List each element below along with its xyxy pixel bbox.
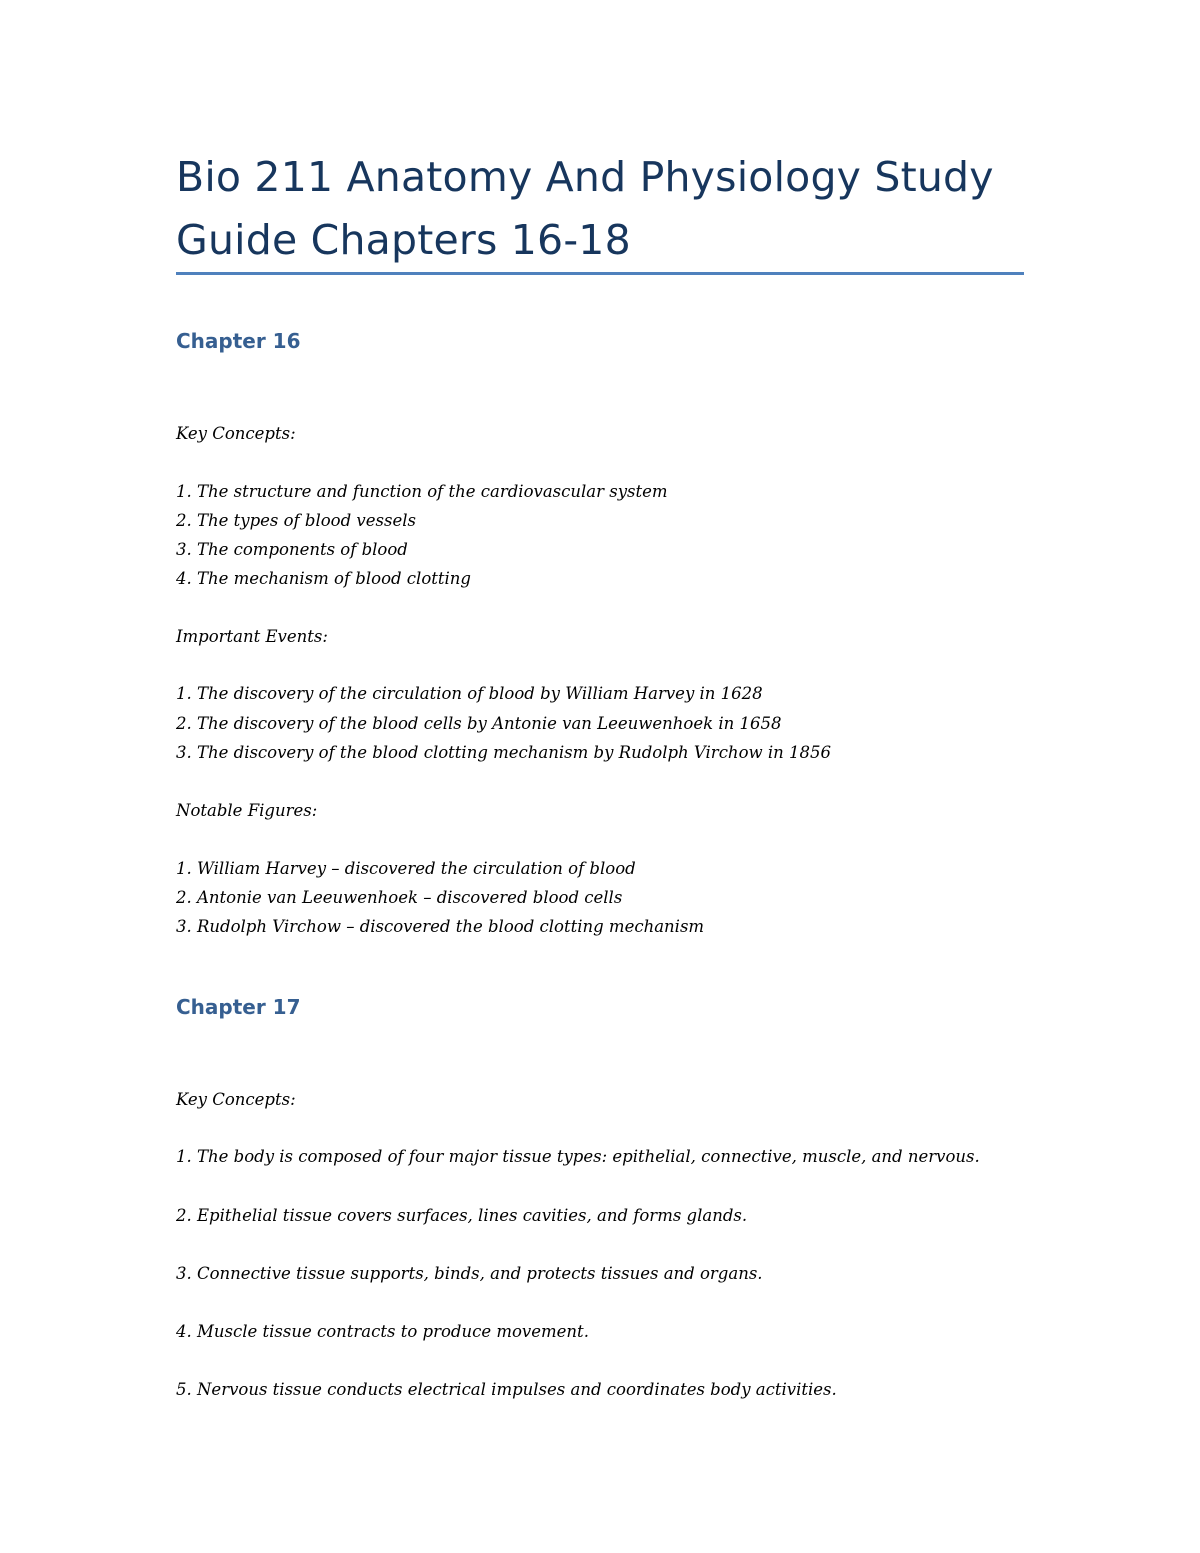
chapter-16-important-event-item: 2. The discovery of the blood cells by Antonie van Leeuwenhoek in 1658: [176, 714, 782, 733]
chapter-16-key-concept-item: 2. The types of blood vessels: [176, 511, 416, 530]
chapter-17-key-concept-item: 3. Connective tissue supports, binds, and protects tissues and organs.: [176, 1264, 763, 1283]
chapter-16-key-concepts-label: Key Concepts:: [176, 424, 296, 443]
chapter-16-notable-figure-item: 3. Rudolph Virchow – discovered the blood clotting mechanism: [176, 917, 705, 936]
chapter-16-key-concept-item: 1. The structure and function of the cardiovascular system: [176, 482, 668, 501]
chapter-17-key-concepts-label: Key Concepts:: [176, 1090, 296, 1109]
chapter-16-heading: Chapter 16: [176, 329, 301, 353]
chapter-16-notable-figure-item: 2. Antonie van Leeuwenhoek – discovered blood cells: [176, 888, 623, 907]
chapter-16-important-event-item: 3. The discovery of the blood clotting mechanism by Rudolph Virchow in 1856: [176, 743, 832, 762]
chapter-16-key-concept-item: 3. The components of blood: [176, 540, 408, 559]
title-underline: [176, 272, 1024, 275]
chapter-16-important-event-item: 1. The discovery of the circulation of blood by William Harvey in 1628: [176, 684, 763, 703]
chapter-16-important-events-label: Important Events:: [176, 627, 328, 646]
chapter-16-notable-figure-item: 1. William Harvey – discovered the circulation of blood: [176, 859, 636, 878]
chapter-16-notable-figures-label: Notable Figures:: [176, 801, 318, 820]
chapter-17-key-concept-item: 2. Epithelial tissue covers surfaces, lines cavities, and forms glands.: [176, 1206, 748, 1225]
chapter-17-key-concept-item: 4. Muscle tissue contracts to produce movement.: [176, 1322, 589, 1341]
chapter-17-key-concept-item: 5. Nervous tissue conducts electrical impulses and coordinates body activities.: [176, 1380, 837, 1399]
document-title: Bio 211 Anatomy And Physiology Study Guide Chapters 16-18: [176, 153, 994, 264]
chapter-16-key-concept-item: 4. The mechanism of blood clotting: [176, 569, 471, 588]
chapter-17-key-concept-item: 1. The body is composed of four major tissue types: epithelial, connective, muscle, and nervous.: [176, 1147, 980, 1166]
chapter-17-heading: Chapter 17: [176, 995, 301, 1019]
